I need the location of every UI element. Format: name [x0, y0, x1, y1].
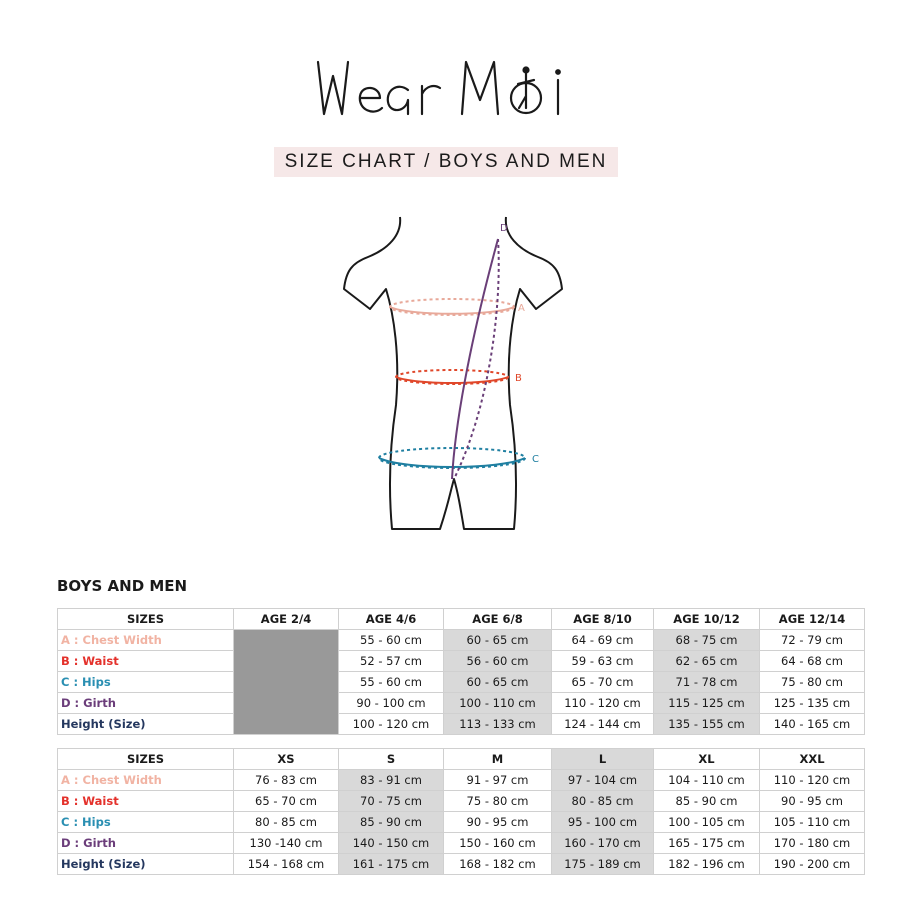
table-cell: 85 - 90 cm [654, 791, 760, 812]
table-cell: 110 - 120 cm [760, 770, 865, 791]
chest-line-icon [390, 299, 525, 315]
table-cell: 124 - 144 cm [552, 714, 654, 735]
row-label-height: Height (Size) [58, 854, 234, 875]
table-cell: 64 - 68 cm [760, 651, 865, 672]
label-a: A [518, 303, 525, 314]
table-cell: 100 - 120 cm [339, 714, 444, 735]
table-row [58, 693, 865, 714]
row-label-height: Height (Size) [58, 714, 234, 735]
table-cell: 140 - 150 cm [339, 833, 444, 854]
column-header: AGE 6/8 [444, 609, 552, 630]
table-cell: 85 - 90 cm [339, 812, 444, 833]
table-cell: 160 - 170 cm [552, 833, 654, 854]
table-header-row [58, 749, 865, 770]
table-cell: 100 - 110 cm [444, 693, 552, 714]
table-cell: 65 - 70 cm [552, 672, 654, 693]
table-cell: 56 - 60 cm [444, 651, 552, 672]
table-cell: 71 - 78 cm [654, 672, 760, 693]
table-cell: 80 - 85 cm [552, 791, 654, 812]
adult-size-table [57, 748, 865, 875]
column-header: SIZES [58, 609, 234, 630]
table-cell: 113 - 133 cm [444, 714, 552, 735]
column-header: AGE 8/10 [552, 609, 654, 630]
table-cell: 55 - 60 cm [339, 672, 444, 693]
table-cell: 64 - 69 cm [552, 630, 654, 651]
row-label-waist: B : Waist [58, 791, 234, 812]
row-label-chest: A : Chest Width [58, 630, 234, 651]
table-cell: 168 - 182 cm [444, 854, 552, 875]
table-cell: 97 - 104 cm [552, 770, 654, 791]
table-cell: 65 - 70 cm [234, 791, 339, 812]
label-d: D [500, 223, 508, 234]
table-cell: 130 -140 cm [234, 833, 339, 854]
table-cell: 90 - 95 cm [444, 812, 552, 833]
label-b: B [515, 373, 522, 384]
girth-line-icon [452, 223, 508, 479]
table-row [58, 672, 865, 693]
table-cell: 91 - 97 cm [444, 770, 552, 791]
table-cell: 154 - 168 cm [234, 854, 339, 875]
table-row [58, 770, 865, 791]
column-header: XL [654, 749, 760, 770]
label-c: C [532, 454, 539, 465]
table-cell: 59 - 63 cm [552, 651, 654, 672]
row-label-waist: B : Waist [58, 651, 234, 672]
table-row [58, 791, 865, 812]
table-cell: 125 - 135 cm [760, 693, 865, 714]
table-cell: 72 - 79 cm [760, 630, 865, 651]
table-cell: 62 - 65 cm [654, 651, 760, 672]
column-header: AGE 10/12 [654, 609, 760, 630]
unavailable-cell [234, 630, 339, 735]
table-cell: 182 - 196 cm [654, 854, 760, 875]
table-cell: 170 - 180 cm [760, 833, 865, 854]
measurement-figure [330, 205, 570, 545]
row-label-hips: C : Hips [58, 672, 234, 693]
table-row [58, 651, 865, 672]
row-label-girth: D : Girth [58, 693, 234, 714]
column-header: AGE 12/14 [760, 609, 865, 630]
table-row [58, 714, 865, 735]
wear-moi-logo-icon [300, 40, 600, 130]
table-cell: 95 - 100 cm [552, 812, 654, 833]
table-cell: 70 - 75 cm [339, 791, 444, 812]
body-outline-icon [330, 205, 570, 545]
table-cell: 100 - 105 cm [654, 812, 760, 833]
kids-size-table [57, 608, 865, 735]
table-row [58, 630, 865, 651]
row-label-hips: C : Hips [58, 812, 234, 833]
table-cell: 140 - 165 cm [760, 714, 865, 735]
table-cell: 90 - 100 cm [339, 693, 444, 714]
column-header: XXL [760, 749, 865, 770]
table-cell: 90 - 95 cm [760, 791, 865, 812]
table-header-row [58, 609, 865, 630]
column-header: XS [234, 749, 339, 770]
table-row [58, 812, 865, 833]
column-header: SIZES [58, 749, 234, 770]
table-cell: 55 - 60 cm [339, 630, 444, 651]
table-cell: 60 - 65 cm [444, 672, 552, 693]
table-cell: 175 - 189 cm [552, 854, 654, 875]
table-cell: 52 - 57 cm [339, 651, 444, 672]
column-header: M [444, 749, 552, 770]
row-label-girth: D : Girth [58, 833, 234, 854]
table-cell: 75 - 80 cm [760, 672, 865, 693]
table-cell: 80 - 85 cm [234, 812, 339, 833]
table-cell: 105 - 110 cm [760, 812, 865, 833]
table-row [58, 854, 865, 875]
column-header: S [339, 749, 444, 770]
table-cell: 190 - 200 cm [760, 854, 865, 875]
table-cell: 60 - 65 cm [444, 630, 552, 651]
table-cell: 83 - 91 cm [339, 770, 444, 791]
row-label-chest: A : Chest Width [58, 770, 234, 791]
table-cell: 161 - 175 cm [339, 854, 444, 875]
table-cell: 150 - 160 cm [444, 833, 552, 854]
table-cell: 104 - 110 cm [654, 770, 760, 791]
section-heading: BOYS AND MEN [57, 577, 188, 595]
column-header: L [552, 749, 654, 770]
table-cell: 75 - 80 cm [444, 791, 552, 812]
table-cell: 110 - 120 cm [552, 693, 654, 714]
table-cell: 115 - 125 cm [654, 693, 760, 714]
table-cell: 165 - 175 cm [654, 833, 760, 854]
brand-logo [0, 40, 900, 130]
table-cell: 135 - 155 cm [654, 714, 760, 735]
size-chart-title: SIZE CHART / BOYS AND MEN [274, 147, 618, 177]
table-row [58, 833, 865, 854]
table-cell: 68 - 75 cm [654, 630, 760, 651]
column-header: AGE 4/6 [339, 609, 444, 630]
waist-line-icon [396, 370, 522, 384]
table-cell: 76 - 83 cm [234, 770, 339, 791]
column-header: AGE 2/4 [234, 609, 339, 630]
